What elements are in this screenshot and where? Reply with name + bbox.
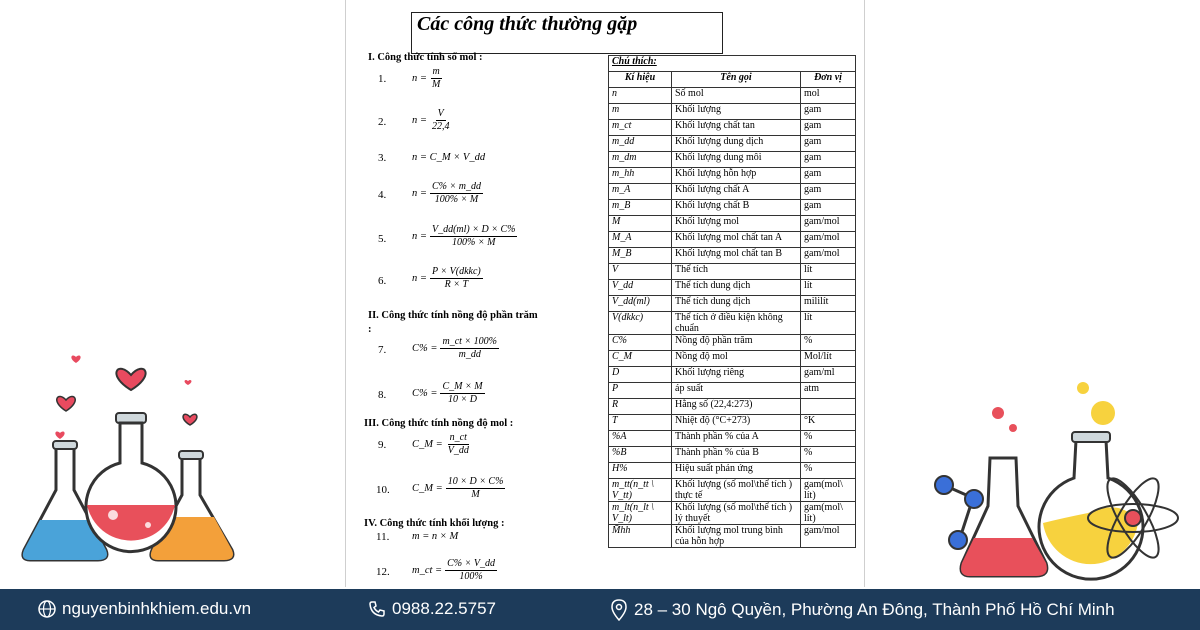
legend-row xyxy=(609,463,856,479)
legend-header-symbol: Kí hiệu xyxy=(609,72,672,88)
legend-row xyxy=(609,136,856,152)
legend-row xyxy=(609,399,856,415)
legend-unit: mililít xyxy=(801,296,856,312)
legend-unit: °K xyxy=(801,415,856,431)
formula-12: m_ct = $\frac{C\% \times V\_dd}{100\%}$ xyxy=(412,558,495,582)
legend-name: Hiệu suất phản ứng xyxy=(672,463,801,479)
legend-symbol: M xyxy=(609,216,672,232)
formula-5: n = $\frac{V\_dd(ml) \times D \times C\%}{100\% \times M}$ xyxy=(412,224,516,248)
legend-row xyxy=(609,152,856,168)
legend-unit: lít xyxy=(801,312,856,335)
formula-6: n = $\frac{\text{P × V(dkkc)}}{R \times T}$ xyxy=(412,266,481,290)
legend-symbol: M_A xyxy=(609,232,672,248)
legend-row xyxy=(609,431,856,447)
legend-unit xyxy=(801,399,856,415)
legend-name: Nhiệt độ (°C+273) xyxy=(672,415,801,431)
legend-row xyxy=(609,367,856,383)
legend-row xyxy=(609,232,856,248)
legend-symbol: m_dm xyxy=(609,152,672,168)
location-pin-icon xyxy=(610,599,628,621)
footer-website[interactable] xyxy=(38,599,251,619)
legend-unit: gam/mol xyxy=(801,232,856,248)
legend-caption: Chú thích: xyxy=(609,56,856,72)
legend-unit: atm xyxy=(801,383,856,399)
legend-unit: gam/mol xyxy=(801,216,856,232)
section-heading-mol: I. Công thức tính số mol : xyxy=(368,52,483,63)
formula-number: 5. xyxy=(378,233,387,245)
formula-number: 9. xyxy=(378,439,387,451)
formula-8: C% = $\frac{C\_M \times M}{10 \times D}$ xyxy=(412,381,483,405)
legend-symbol: M̄hh xyxy=(609,525,672,548)
legend-row xyxy=(609,335,856,351)
legend-name: Khối lượng dung dịch xyxy=(672,136,801,152)
formula-7: C% = $\frac{m\_ct \times 100\%}{m\_dd}$ xyxy=(412,336,497,360)
section-heading-mass: IV. Công thức tính khối lượng : xyxy=(364,518,505,529)
legend-symbol: m_dd xyxy=(609,136,672,152)
legend-name: Thể tích ở điều kiện không chuẩn xyxy=(672,312,801,335)
formula-number: 2. xyxy=(378,116,387,128)
legend-unit: gam xyxy=(801,120,856,136)
legend-name: Khối lượng dung môi xyxy=(672,152,801,168)
legend-row xyxy=(609,312,856,335)
legend-row xyxy=(609,415,856,431)
globe-icon xyxy=(38,600,56,618)
legend-symbol: n xyxy=(609,88,672,104)
legend-row xyxy=(609,351,856,367)
legend-row xyxy=(609,168,856,184)
legend-unit: % xyxy=(801,463,856,479)
legend-unit: lít xyxy=(801,280,856,296)
legend-unit: gam/ml xyxy=(801,367,856,383)
legend-symbol: C% xyxy=(609,335,672,351)
legend-row xyxy=(609,104,856,120)
formula-number: 3. xyxy=(378,152,387,164)
legend-unit: gam/mol xyxy=(801,525,856,548)
legend-name: Khối lượng mol xyxy=(672,216,801,232)
legend-row xyxy=(609,447,856,463)
legend-symbol: C_M xyxy=(609,351,672,367)
legend-row xyxy=(609,479,856,502)
legend-symbol: V xyxy=(609,264,672,280)
formula-document xyxy=(345,0,865,587)
legend-name: Thể tích dung dịch xyxy=(672,296,801,312)
legend-unit: gam xyxy=(801,136,856,152)
formula-number: 11. xyxy=(376,531,390,543)
legend-name: Thể tích xyxy=(672,264,801,280)
legend-symbol: m_tt(n_tt \ V_tt) xyxy=(609,479,672,502)
legend-symbol: m_B xyxy=(609,200,672,216)
legend-row xyxy=(609,296,856,312)
formula-2: n = $\frac{V}{22,4}$ xyxy=(412,108,450,132)
legend-name: Khối lượng chất tan xyxy=(672,120,801,136)
legend-row xyxy=(609,280,856,296)
legend-unit: gam xyxy=(801,168,856,184)
legend-unit: Mol/lít xyxy=(801,351,856,367)
legend-symbol: R xyxy=(609,399,672,415)
legend-symbol: V_dd(ml) xyxy=(609,296,672,312)
section-heading-molarity: III. Công thức tính nồng độ mol : xyxy=(364,418,514,429)
website-text: nguyenbinhkhiem.edu.vn xyxy=(62,599,252,618)
legend-name: Khối lượng riêng xyxy=(672,367,801,383)
legend-symbol: m_ct xyxy=(609,120,672,136)
legend-symbol: m_A xyxy=(609,184,672,200)
legend-row xyxy=(609,216,856,232)
document-title-box xyxy=(411,12,723,54)
legend-name: Khối lượng mol chất tan B xyxy=(672,248,801,264)
legend-unit: % xyxy=(801,335,856,351)
flasks-illustration xyxy=(18,345,248,570)
formula-10: C_M = $\frac{10 \times D \times C\%}{M}$ xyxy=(412,476,504,500)
legend-unit: gam xyxy=(801,184,856,200)
legend-name: Thành phần % của A xyxy=(672,431,801,447)
legend-symbol: D xyxy=(609,367,672,383)
formula-3: n = C_M × V_dd xyxy=(412,152,486,163)
phone-text: 0988.22.5757 xyxy=(392,599,496,618)
address-text: 28 – 30 Ngô Quyền, Phường An Đông, Thành Phố Hồ Chí Minh xyxy=(634,600,1115,619)
legend-name: Số mol xyxy=(672,88,801,104)
legend-symbol: V_dd xyxy=(609,280,672,296)
legend-unit: gam(mol\ lít) xyxy=(801,479,856,502)
legend-name: Khối lượng chất A xyxy=(672,184,801,200)
legend-unit: gam(mol\ lít) xyxy=(801,502,856,525)
legend-symbol: H% xyxy=(609,463,672,479)
legend-unit: % xyxy=(801,431,856,447)
formula-number: 10. xyxy=(376,484,390,496)
legend-row xyxy=(609,88,856,104)
legend-row xyxy=(609,525,856,548)
legend-row xyxy=(609,264,856,280)
formula-number: 1. xyxy=(378,73,387,85)
phone-icon xyxy=(368,600,386,618)
legend-name: Khối lượng mol chất tan A xyxy=(672,232,801,248)
formula-4: n = $\frac{C\% \times m\_dd}{100\% \times M}$ xyxy=(412,181,481,205)
legend-symbol: m_hh xyxy=(609,168,672,184)
legend-unit: % xyxy=(801,447,856,463)
legend-row xyxy=(609,383,856,399)
atom-molecule-illustration xyxy=(928,378,1190,583)
formula-number: 6. xyxy=(378,275,387,287)
formula-1: n = $\frac{m}{M}$ xyxy=(412,66,441,90)
document-title: Các công thức thường gặp xyxy=(417,13,638,35)
formula-number: 8. xyxy=(378,389,387,401)
footer-phone[interactable] xyxy=(368,599,496,619)
legend-symbol: V(dkkc) xyxy=(609,312,672,335)
legend-row xyxy=(609,200,856,216)
formula-number: 4. xyxy=(378,189,387,201)
legend-symbol: m_lt(n_lt \ V_lt) xyxy=(609,502,672,525)
legend-name: Khối lượng chất B xyxy=(672,200,801,216)
legend-header-unit: Đơn vị xyxy=(801,72,856,88)
legend-name: Khối lượng (số mol\thể tích ) thực tế xyxy=(672,479,801,502)
formula-11: m = n × M xyxy=(412,531,459,542)
legend-name: Khối lượng mol trung bình của hỗn hợp xyxy=(672,525,801,548)
legend-unit: gam xyxy=(801,200,856,216)
legend-row xyxy=(609,184,856,200)
formula-number: 12. xyxy=(376,566,390,578)
legend-unit: gam xyxy=(801,152,856,168)
legend-symbol: m xyxy=(609,104,672,120)
legend-table xyxy=(608,55,856,548)
legend-header-name: Tên gọi xyxy=(672,72,801,88)
formula-9: C_M = $\frac{n\_ct}{V\_dd}$ xyxy=(412,432,469,456)
legend-symbol: %B xyxy=(609,447,672,463)
legend-symbol: %A xyxy=(609,431,672,447)
legend-name: Khối lượng xyxy=(672,104,801,120)
legend-name: Thể tích dung dịch xyxy=(672,280,801,296)
legend-unit: mol xyxy=(801,88,856,104)
legend-row xyxy=(609,502,856,525)
section-heading-percent: II. Công thức tính nồng độ phần trăm : xyxy=(368,310,538,335)
legend-name: Nồng độ mol xyxy=(672,351,801,367)
legend-name: áp suất xyxy=(672,383,801,399)
legend-row xyxy=(609,120,856,136)
footer-address[interactable] xyxy=(610,599,1115,621)
legend-unit: lít xyxy=(801,264,856,280)
legend-unit: gam/mol xyxy=(801,248,856,264)
legend-unit: gam xyxy=(801,104,856,120)
legend-symbol: P xyxy=(609,383,672,399)
legend-symbol: M_B xyxy=(609,248,672,264)
legend-name: Khối lượng (số mol\thể tích ) lý thuyết xyxy=(672,502,801,525)
legend-name: Hằng số (22,4:273) xyxy=(672,399,801,415)
legend-name: Thành phần % của B xyxy=(672,447,801,463)
legend-row xyxy=(609,248,856,264)
formula-number: 7. xyxy=(378,344,387,356)
legend-symbol: T xyxy=(609,415,672,431)
legend-name: Khối lượng hỗn hợp xyxy=(672,168,801,184)
legend-name: Nồng độ phần trăm xyxy=(672,335,801,351)
footer-bar xyxy=(0,589,1200,630)
